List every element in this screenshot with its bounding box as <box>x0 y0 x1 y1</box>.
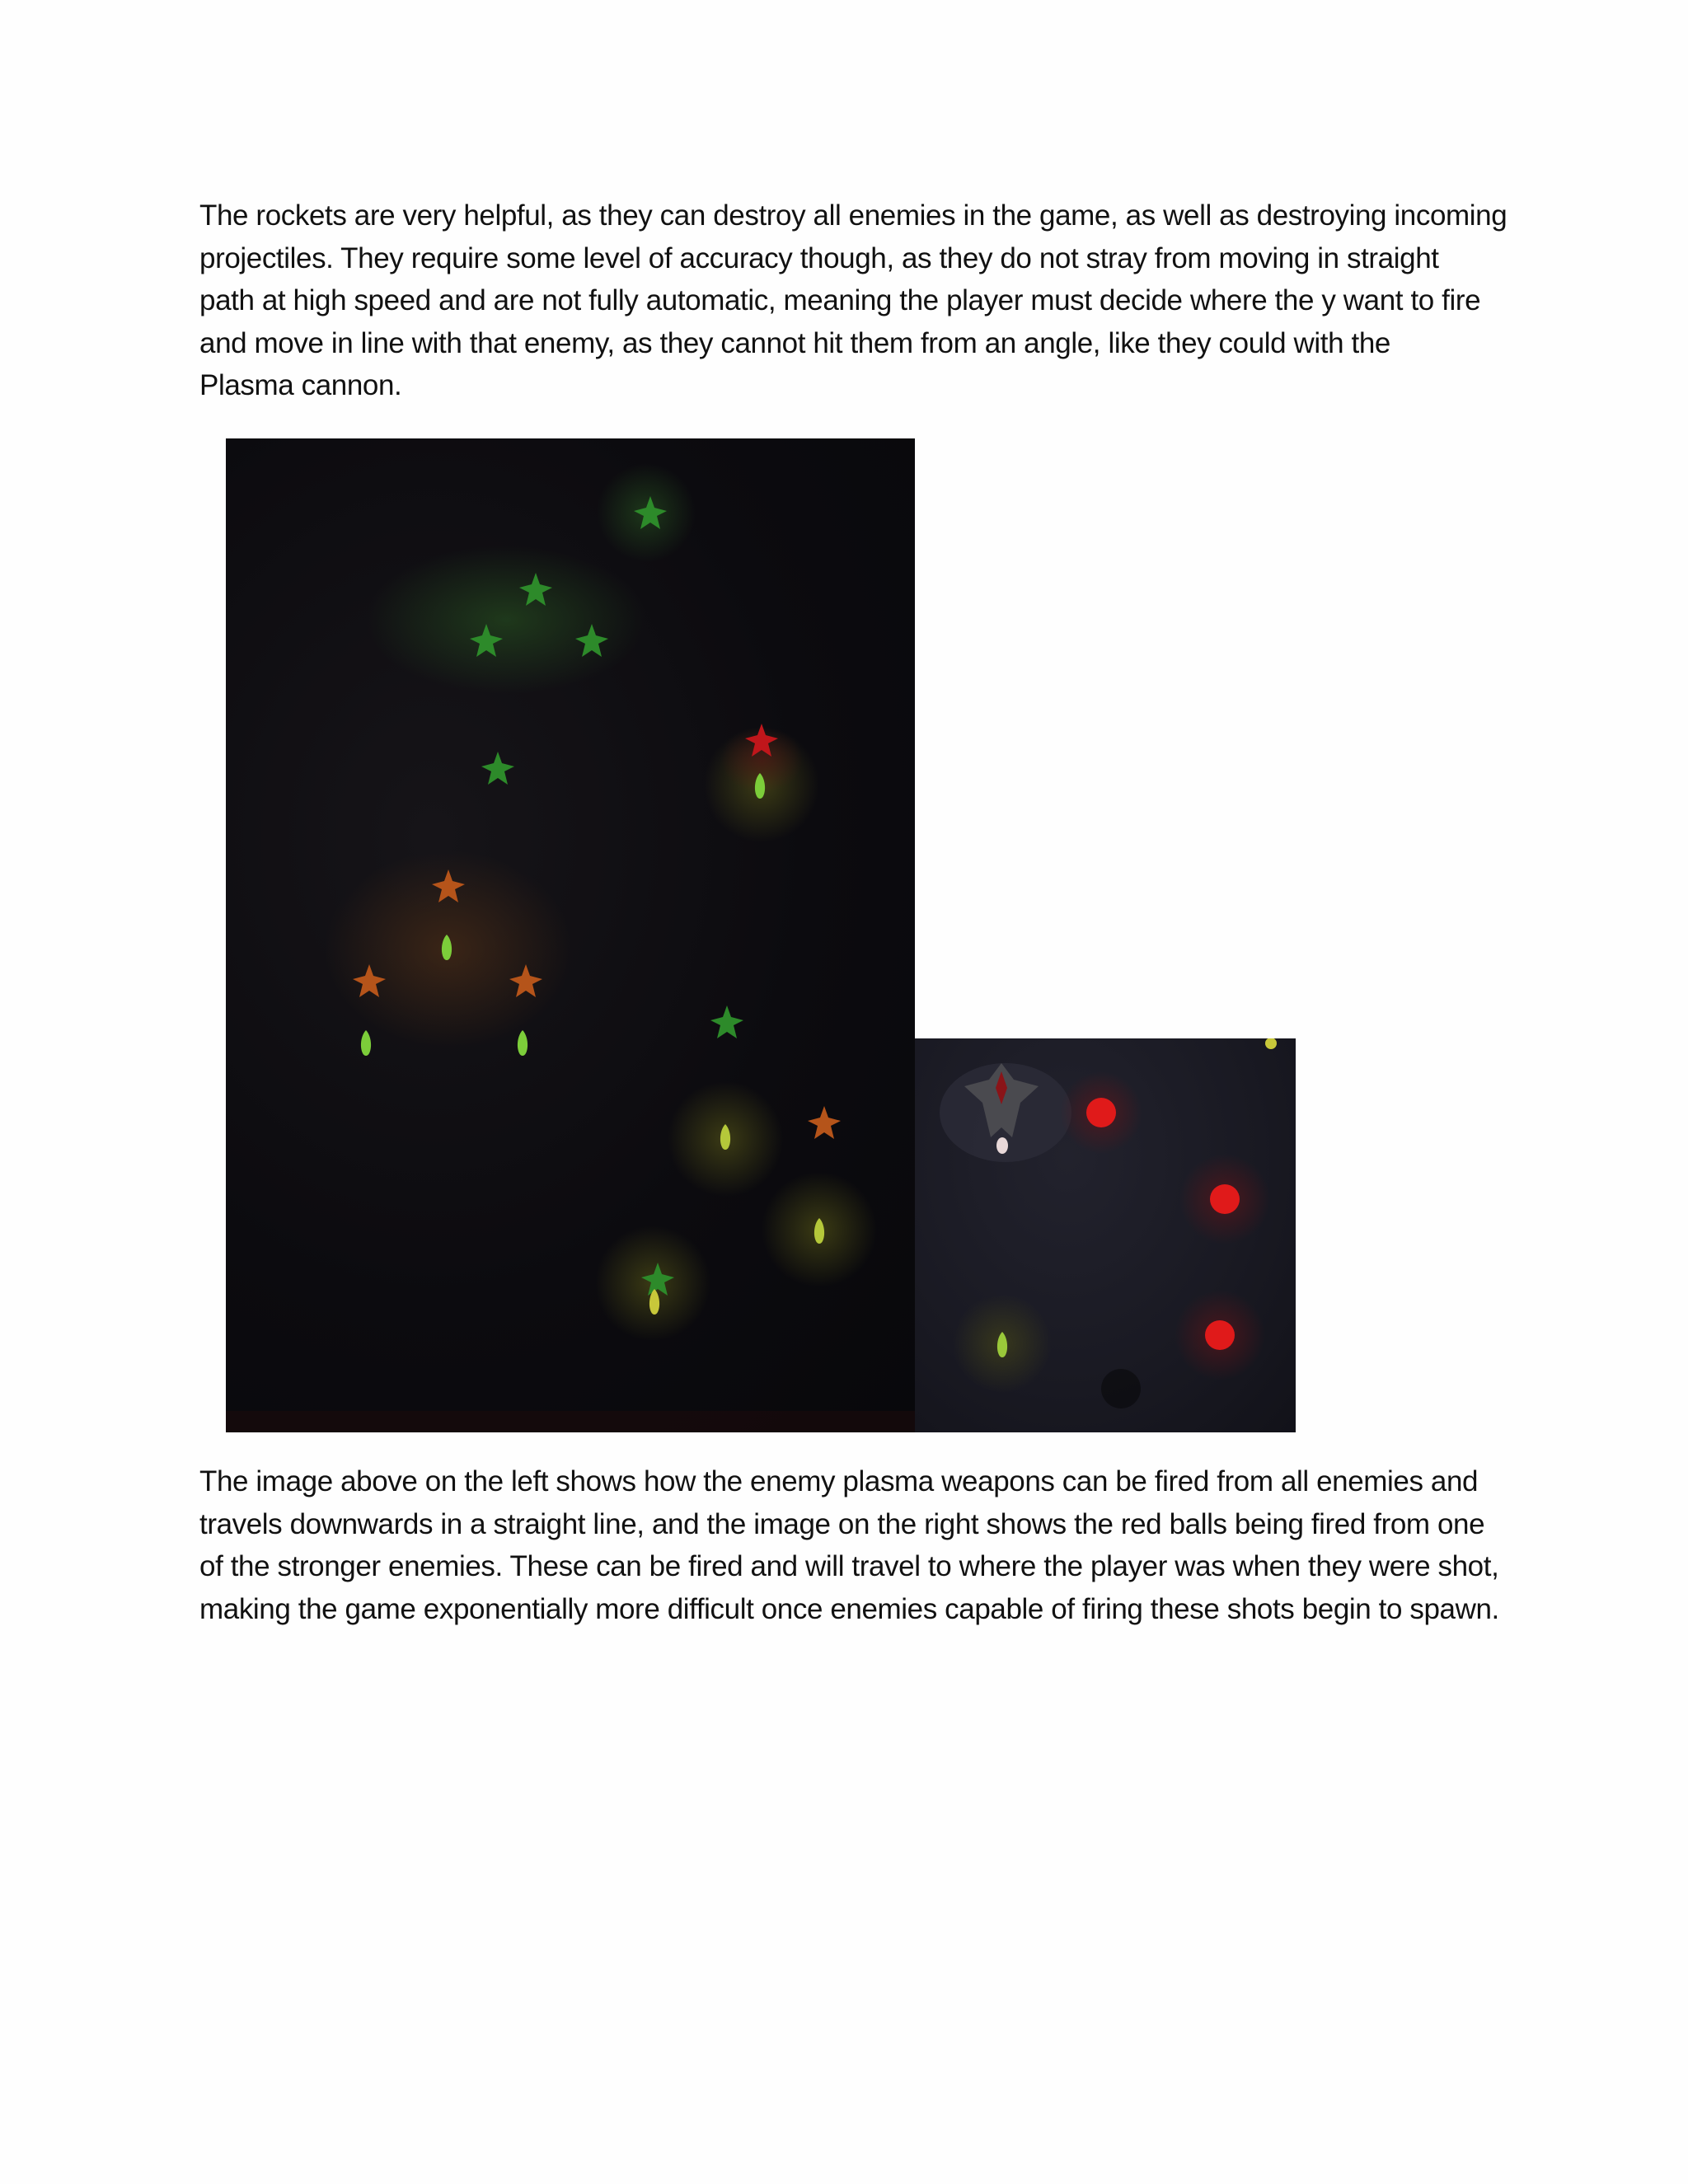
text-line: projectiles. They require some level of accuracy though, as they do not stray from moving in straight <box>199 241 1439 274</box>
text-line: of the stronger enemies. These can be fired and will travel to where the player was when they were shot, <box>199 1550 1499 1582</box>
text-line: and move in line with that enemy, as they cannot hit them from an angle, like they could with the <box>199 326 1390 359</box>
text-line: travels downwards in a straight line, and the image on the right shows the red balls being fired from one <box>199 1507 1485 1540</box>
text-line: path at high speed and are not fully automatic, meaning the player must decide where the y want to fire <box>199 284 1481 316</box>
red-ball-icon <box>1205 1320 1235 1350</box>
text-line: The image above on the left shows how the enemy plasma weapons can be fired from all enemies and <box>199 1465 1479 1497</box>
green-enemy-icon <box>481 752 514 785</box>
plasma-shot-icon <box>1265 1038 1277 1049</box>
green-enemy-icon <box>710 1005 743 1038</box>
text-line: making the game exponentially more difficult once enemies capable of firing these shots begin to spawn. <box>199 1592 1499 1625</box>
red-ball-icon <box>1086 1098 1116 1127</box>
screenshot-red-balls <box>915 1038 1296 1432</box>
text-line: The rockets are very helpful, as they can destroy all enemies in the game, as well as destroying incoming <box>199 199 1507 232</box>
screenshot-enemy-plasma <box>226 438 915 1432</box>
plasma-shot-icon <box>361 1030 371 1056</box>
red-ball-icon <box>1210 1184 1240 1214</box>
text-line: Plasma cannon. <box>199 369 402 401</box>
paragraph-rockets <box>199 194 1510 407</box>
plasma-shot-icon <box>518 1030 528 1056</box>
paragraph-image-caption <box>199 1460 1510 1630</box>
orange-enemy-icon <box>808 1106 841 1139</box>
